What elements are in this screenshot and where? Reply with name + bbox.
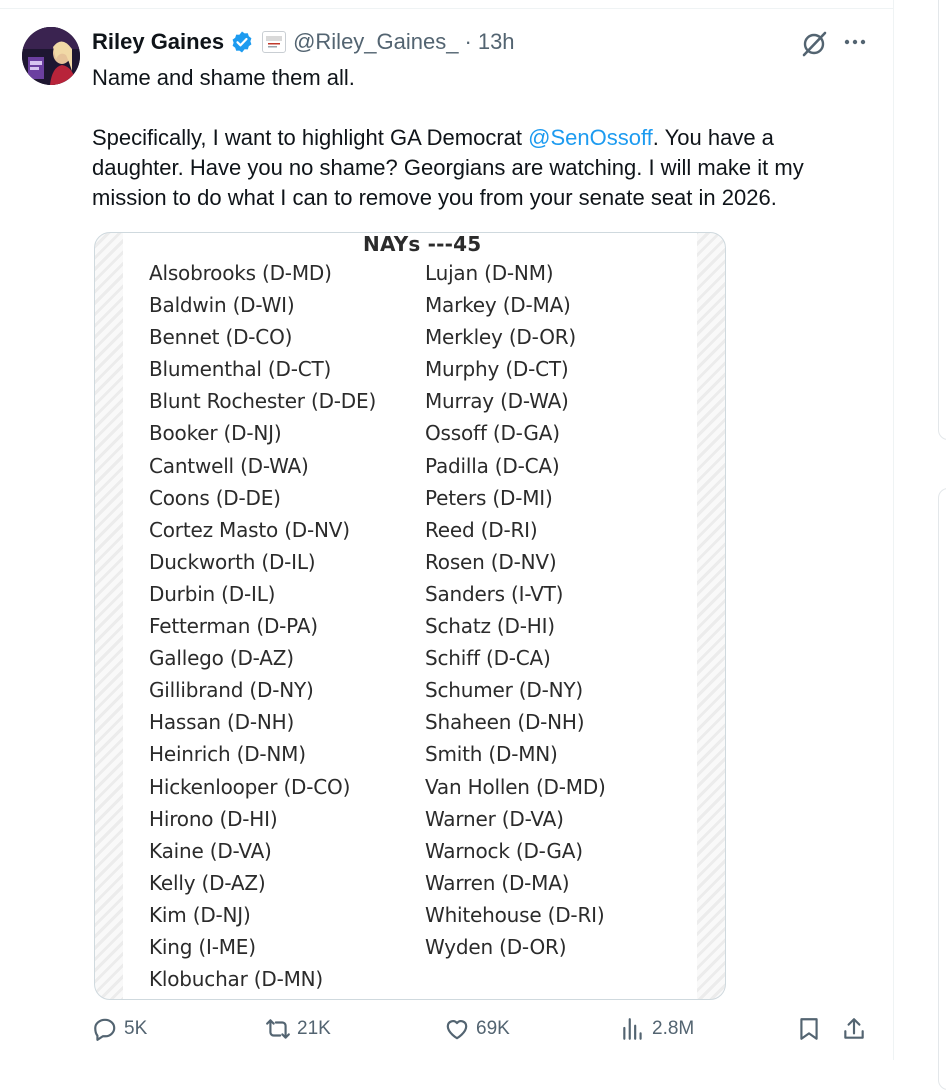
repost-count: 21K <box>297 1018 331 1039</box>
senator-entry: Shaheen (D-NH) <box>425 710 585 735</box>
senator-entry: Coons (D-DE) <box>149 485 281 510</box>
affiliate-badge-icon[interactable] <box>262 31 286 53</box>
author-name[interactable]: Riley Gaines <box>92 29 225 54</box>
senator-entry: Warnock (D-GA) <box>425 838 583 863</box>
like-icon <box>444 1016 470 1042</box>
like-button[interactable] <box>444 1016 510 1042</box>
separator-dot: · <box>464 29 472 54</box>
senator-entry: Markey (D-MA) <box>425 293 571 318</box>
senator-entry: Cortez Masto (D-NV) <box>149 517 350 542</box>
repost-icon <box>265 1016 291 1042</box>
senator-entry: Baldwin (D-WI) <box>149 293 295 318</box>
reply-button[interactable] <box>92 1016 147 1042</box>
avatar-photo <box>22 27 80 85</box>
vote-list-sheet <box>123 233 697 999</box>
senator-entry: Van Hollen (D-MD) <box>425 774 606 799</box>
senator-entry: Hickenlooper (D-CO) <box>149 774 351 799</box>
senator-entry: Rosen (D-NV) <box>425 549 557 574</box>
tweet-text-after: . You have a daughter. Have you no shame? Georgians are watching. I will make it my mission to do what I can to remove you from your senate seat in 2026. <box>92 125 804 210</box>
views-button[interactable] <box>620 1016 694 1042</box>
senator-entry: Wyden (D-OR) <box>425 934 567 959</box>
senator-entry: Gallego (D-AZ) <box>149 646 294 671</box>
senator-entry: Kaine (D-VA) <box>149 838 272 863</box>
tweet-text <box>92 63 852 213</box>
senator-entry: Whitehouse (D-RI) <box>425 902 605 927</box>
column-divider <box>893 0 894 1060</box>
views-count: 2.8M <box>652 1018 695 1039</box>
senator-entry: Warren (D-MA) <box>425 870 570 895</box>
senator-entry: Ossoff (D-GA) <box>425 421 560 446</box>
senator-entry: Merkley (D-OR) <box>425 325 577 350</box>
senator-entry: Blumenthal (D-CT) <box>149 357 332 382</box>
author-handle[interactable]: @Riley_Gaines_ <box>293 29 459 54</box>
senator-entry: Smith (D-MN) <box>425 742 558 767</box>
bookmark-button[interactable] <box>796 1016 822 1042</box>
senator-entry: Schatz (D-HI) <box>425 614 555 639</box>
senator-entry: Reed (D-RI) <box>425 517 538 542</box>
senator-entry: Fetterman (D-PA) <box>149 614 318 639</box>
tweet-text-before: Specifically, I want to highlight GA Democrat <box>92 125 529 150</box>
more-icon[interactable] <box>841 28 869 56</box>
reply-icon <box>92 1016 118 1042</box>
action-bar <box>0 1012 893 1052</box>
mention-link[interactable]: @SenOssoff <box>528 125 653 150</box>
senator-list-right <box>425 257 606 963</box>
share-button[interactable] <box>841 1016 867 1042</box>
senator-entry: Hassan (D-NH) <box>149 710 295 735</box>
tweet-image[interactable] <box>94 232 726 1000</box>
bookmark-icon <box>796 1016 822 1042</box>
top-divider <box>0 8 893 9</box>
side-panel-edge <box>938 0 946 440</box>
senator-entry: Schumer (D-NY) <box>425 678 584 703</box>
senator-entry: Kim (D-NJ) <box>149 902 251 927</box>
side-panel-edge <box>938 488 946 1090</box>
senator-entry: Peters (D-MI) <box>425 485 553 510</box>
views-icon <box>620 1016 646 1042</box>
senator-entry: Cantwell (D-WA) <box>149 453 309 478</box>
senator-entry: Gillibrand (D-NY) <box>149 678 314 703</box>
tweet-header <box>92 26 515 58</box>
senator-entry: Kelly (D-AZ) <box>149 870 266 895</box>
senator-entry: Padilla (D-CA) <box>425 453 560 478</box>
tweet-text-line1: Name and shame them all. <box>92 65 355 90</box>
grok-icon[interactable] <box>800 30 828 58</box>
senator-entry: Hirono (D-HI) <box>149 806 278 831</box>
senator-entry: Murray (D-WA) <box>425 389 569 414</box>
senator-list-left <box>149 257 376 995</box>
senator-entry: Sanders (I-VT) <box>425 581 564 606</box>
senator-entry: Klobuchar (D-MN) <box>149 967 324 992</box>
verified-badge-icon[interactable] <box>230 30 254 54</box>
senator-entry: Durbin (D-IL) <box>149 581 276 606</box>
avatar[interactable] <box>22 27 80 85</box>
senator-entry: Blunt Rochester (D-DE) <box>149 389 377 414</box>
senator-entry: Heinrich (D-NM) <box>149 742 306 767</box>
senator-entry: King (I-ME) <box>149 934 256 959</box>
repost-button[interactable] <box>265 1016 331 1042</box>
like-count: 69K <box>476 1018 510 1039</box>
senator-entry: Murphy (D-CT) <box>425 357 569 382</box>
senator-entry: Lujan (D-NM) <box>425 261 554 285</box>
senator-entry: Schiff (D-CA) <box>425 646 551 671</box>
image-title: NAYs ---45 <box>363 232 482 256</box>
senator-entry: Bennet (D-CO) <box>149 325 293 350</box>
tweet-text-paragraph <box>92 123 852 213</box>
share-icon <box>841 1016 867 1042</box>
reply-count: 5K <box>124 1018 148 1039</box>
senator-entry: Alsobrooks (D-MD) <box>149 261 332 285</box>
post-time[interactable]: 13h <box>477 29 515 54</box>
senator-entry: Booker (D-NJ) <box>149 421 282 446</box>
senator-entry: Warner (D-VA) <box>425 806 564 831</box>
senator-entry: Duckworth (D-IL) <box>149 549 316 574</box>
